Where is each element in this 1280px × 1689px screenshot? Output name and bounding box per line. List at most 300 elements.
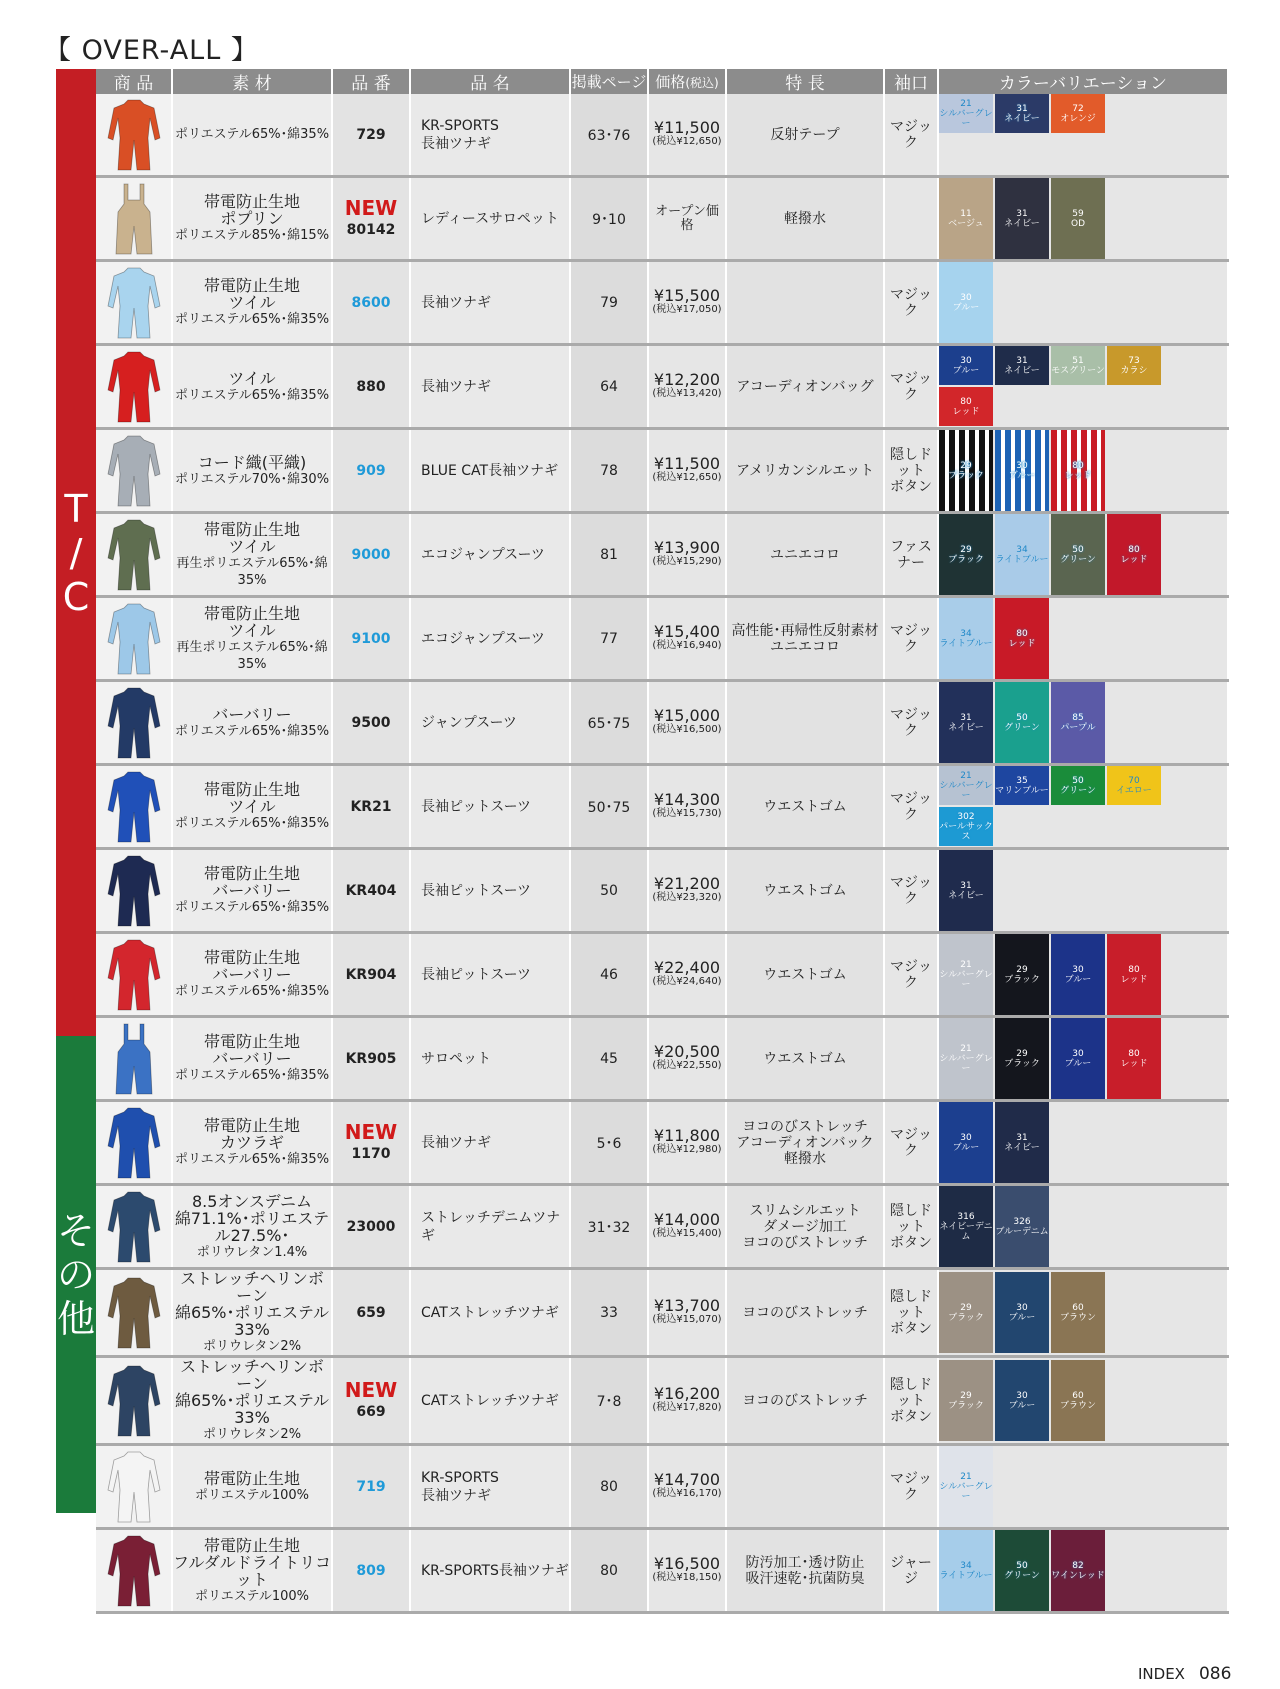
header-product: 商 品 (96, 69, 172, 94)
product-image-cell[interactable] (96, 1185, 172, 1269)
product-code: 880 (356, 378, 386, 395)
color-number: 30 (1016, 460, 1028, 471)
product-code-cell[interactable] (332, 1185, 410, 1269)
product-name-cell (410, 1445, 570, 1529)
product-name-cell (410, 94, 570, 177)
catalog-pages: 77 (600, 630, 618, 647)
color-number: 30 (1016, 1390, 1028, 1401)
cuff-line: マジック (890, 370, 932, 403)
features-cell (726, 681, 884, 765)
features-cell (726, 933, 884, 1017)
color-swatch[interactable] (1051, 346, 1105, 385)
color-number: 31 (1016, 103, 1028, 114)
price-tax-included: (税込¥15,730) (652, 807, 722, 819)
group-label-char: / (69, 530, 83, 575)
header-code: 品 番 (332, 69, 410, 94)
catalog-pages: 5･6 (596, 1135, 622, 1152)
product-name-cell (410, 177, 570, 261)
color-swatch[interactable] (939, 1102, 993, 1183)
color-swatch[interactable] (1051, 1018, 1105, 1099)
catalog-pages-cell (570, 681, 648, 765)
color-swatch[interactable] (995, 514, 1049, 595)
color-label: ブルー (952, 302, 980, 313)
color-variations-cell (938, 933, 1228, 1017)
material-line: バーバリー (212, 965, 292, 984)
product-code-cell[interactable] (332, 94, 410, 177)
price-cell (648, 765, 726, 849)
features-cell (726, 261, 884, 345)
material-line: ポリエステル85%･綿15% (174, 228, 330, 243)
product-image-cell[interactable] (96, 429, 172, 513)
color-number: 50 (1072, 544, 1084, 555)
coverall-garment-image (106, 1450, 162, 1524)
product-code: 23000 (346, 1218, 396, 1235)
product-code: 9500 (351, 714, 391, 731)
color-label: レッド (1008, 638, 1036, 649)
color-swatch[interactable] (1051, 766, 1105, 805)
color-label: ブルーデニム (995, 1226, 1049, 1237)
product-name-cell (410, 1529, 570, 1613)
product-name-cell (410, 261, 570, 345)
color-variations-cell (938, 261, 1228, 345)
header-cuff: 袖口 (884, 69, 938, 94)
color-label: ネイビー (1004, 113, 1040, 124)
cuff-cell (884, 1017, 938, 1101)
coverall-garment-image (106, 1190, 162, 1264)
material-line: ポリエステル65%･綿35% (174, 1152, 330, 1167)
product-image-cell[interactable] (96, 513, 172, 597)
catalog-pages-cell (570, 1357, 648, 1445)
color-label: ブラウン (1059, 1400, 1096, 1411)
features-cell (726, 94, 884, 177)
material-line: 帯電防止生地 (203, 276, 300, 295)
color-swatch[interactable] (939, 598, 993, 679)
color-label: ネイビー (948, 722, 984, 733)
price-tax-included: (税込¥16,170) (652, 1487, 722, 1499)
material-cell (172, 1529, 332, 1613)
price-cell (648, 1185, 726, 1269)
cuff-line: マジック (890, 874, 932, 907)
product-code-cell[interactable] (332, 1529, 410, 1613)
catalog-pages-cell (570, 933, 648, 1017)
material-line: 綿65%･ポリエステル33% (174, 1391, 330, 1427)
color-number: 31 (1016, 208, 1028, 219)
color-swatch[interactable] (939, 850, 993, 931)
product-name-line: BLUE CAT長袖ツナギ (421, 462, 559, 479)
color-variations-cell (938, 765, 1228, 849)
product-code: 80142 (346, 221, 396, 238)
product-code: 669 (356, 1403, 386, 1420)
color-swatch[interactable] (939, 94, 993, 133)
color-number: 29 (1016, 964, 1028, 975)
cuff-line: ボタン (890, 478, 932, 495)
product-image-cell[interactable] (96, 94, 172, 177)
catalog-pages: 64 (600, 378, 618, 395)
color-swatch[interactable] (939, 766, 993, 805)
material-cell (172, 1269, 332, 1357)
color-swatch[interactable] (995, 682, 1049, 763)
product-code: KR404 (345, 882, 397, 899)
cuff-cell (884, 345, 938, 429)
price: ¥21,200 (653, 873, 721, 893)
price-cell (648, 597, 726, 681)
price: ¥16,200 (653, 1383, 721, 1403)
material-cell (172, 681, 332, 765)
product-image-cell[interactable] (96, 765, 172, 849)
color-swatch[interactable] (1051, 1360, 1105, 1441)
product-code: 659 (356, 1304, 386, 1321)
color-label: マリンブルー (995, 785, 1049, 796)
material-line: 綿65%･ポリエステル33% (174, 1303, 330, 1339)
color-label: ブラック (948, 470, 984, 481)
color-swatch[interactable] (995, 178, 1049, 259)
feature-line: アメリカンシルエット (735, 462, 875, 479)
price: ¥13,900 (653, 537, 721, 557)
product-name-cell (410, 1017, 570, 1101)
material-line: ポリエステル100% (195, 1487, 309, 1503)
coverall-garment-image (106, 1106, 162, 1180)
price-tax-included: (税込¥18,150) (652, 1571, 722, 1583)
cuff-line: ボタン (890, 1408, 932, 1425)
color-swatch[interactable] (939, 1272, 993, 1353)
color-swatch[interactable] (1051, 94, 1105, 133)
product-image-cell[interactable] (96, 681, 172, 765)
color-label: ベージュ (948, 218, 984, 229)
coverall-garment-image (106, 770, 162, 844)
product-name-line: ストレッチデニムツナギ (421, 1209, 561, 1244)
footer-index-link[interactable]: INDEX (1138, 1665, 1185, 1683)
material-line: 帯電防止生地 (203, 948, 300, 967)
product-code-cell[interactable] (332, 1017, 410, 1101)
color-swatch[interactable] (939, 682, 993, 763)
product-code-cell[interactable] (332, 933, 410, 1017)
product-code: 9000 (351, 546, 391, 563)
color-label: ブラック (948, 1400, 984, 1411)
color-swatch[interactable] (1107, 514, 1161, 595)
product-name-line: 長袖ピットスーツ (421, 798, 532, 815)
price-cell (648, 94, 726, 177)
material-cell (172, 1101, 332, 1185)
product-code-cell[interactable] (332, 1269, 410, 1357)
product-code: 719 (356, 1478, 386, 1495)
color-swatch[interactable] (995, 1272, 1049, 1353)
material-line: 帯電防止生地 (203, 603, 300, 623)
material-cell (172, 765, 332, 849)
color-number: 29 (960, 1390, 972, 1401)
color-label: レッド (1064, 470, 1092, 481)
price-tax-included: (税込¥22,550) (652, 1059, 722, 1071)
product-code-cell[interactable] (332, 681, 410, 765)
color-swatch[interactable] (939, 1186, 993, 1267)
color-label: モスグリーン (1051, 365, 1105, 376)
product-code-cell[interactable] (332, 345, 410, 429)
cuff-line: マジック (890, 790, 932, 823)
product-code: 8600 (351, 294, 391, 311)
color-swatch[interactable] (1107, 346, 1161, 385)
cuff-cell (884, 1101, 938, 1185)
color-swatch[interactable] (995, 1186, 1049, 1267)
product-table (96, 69, 1229, 1614)
features-cell (726, 1445, 884, 1529)
product-name-line: 長袖ピットスーツ (421, 882, 532, 899)
cuff-cell (884, 849, 938, 933)
color-number: 50 (1072, 775, 1084, 786)
color-swatch[interactable] (995, 1360, 1049, 1441)
price-tax-included: (税込¥17,050) (652, 303, 722, 315)
price-tax-included: (税込¥12,650) (652, 135, 722, 147)
color-label: グリーン (1060, 554, 1096, 565)
product-image-cell[interactable] (96, 1101, 172, 1185)
color-swatch[interactable] (995, 766, 1049, 805)
color-number: 29 (960, 544, 972, 555)
price-cell (648, 1017, 726, 1101)
color-label: ネイビー (1004, 365, 1040, 376)
cuff-line: マジック (890, 622, 932, 655)
color-swatch[interactable] (995, 1530, 1049, 1611)
price: ¥20,500 (653, 1041, 721, 1061)
color-swatch[interactable] (995, 1102, 1049, 1183)
table-row (96, 345, 1228, 429)
group-label-char: 他 (56, 1296, 95, 1341)
color-swatch[interactable] (995, 346, 1049, 385)
product-code: 1170 (351, 1145, 391, 1162)
color-swatch[interactable] (1051, 934, 1105, 1015)
feature-line: ウエストゴム (763, 1050, 847, 1067)
price-tax-included: (税込¥24,640) (652, 975, 722, 987)
price: オープン価格 (655, 203, 719, 233)
features-cell (726, 1185, 884, 1269)
product-image-cell[interactable] (96, 1529, 172, 1613)
product-image-cell[interactable] (96, 849, 172, 933)
product-image-cell[interactable] (96, 1357, 172, 1445)
color-swatch[interactable] (995, 598, 1049, 679)
new-badge: NEW (344, 195, 398, 220)
product-image-cell[interactable] (96, 597, 172, 681)
product-code-cell[interactable] (332, 513, 410, 597)
catalog-pages-cell (570, 1185, 648, 1269)
color-label: レッド (1120, 554, 1148, 565)
header-pages: 掲載ページ (570, 69, 648, 94)
color-variations-cell (938, 177, 1228, 261)
color-swatch[interactable] (1107, 934, 1161, 1015)
product-code: 909 (356, 462, 386, 479)
cuff-cell (884, 681, 938, 765)
product-image-cell[interactable] (96, 1445, 172, 1529)
color-swatch[interactable] (1051, 682, 1105, 763)
cuff-line: マジック (890, 706, 932, 739)
cuff-cell (884, 1357, 938, 1445)
table-row (96, 1357, 1228, 1445)
color-number: 34 (1016, 544, 1028, 555)
features-cell (726, 177, 884, 261)
coverall-garment-image (106, 854, 162, 928)
feature-line: ユニエコロ (770, 546, 840, 563)
product-name-line: KR-SPORTS (421, 117, 499, 134)
price-tax-included: (税込¥15,070) (652, 1313, 722, 1325)
product-code-cell[interactable] (332, 1357, 410, 1445)
color-swatch[interactable] (939, 262, 993, 343)
price: ¥14,300 (653, 789, 721, 809)
price-cell (648, 177, 726, 261)
feature-line: ウエストゴム (763, 882, 847, 899)
product-code: 9100 (351, 630, 391, 647)
product-name-cell (410, 345, 570, 429)
color-number: 60 (1072, 1390, 1084, 1401)
page-footer (1138, 1664, 1231, 1684)
color-swatch[interactable] (939, 514, 993, 595)
overall-garment-image (106, 182, 162, 256)
price: ¥15,500 (653, 285, 721, 305)
overall-garment-image (106, 1022, 162, 1096)
feature-line: ダメージ加工 (763, 1218, 847, 1235)
product-name-cell (410, 849, 570, 933)
feature-line: ヨコのびストレッチ (742, 1118, 868, 1135)
product-image-cell[interactable] (96, 1017, 172, 1101)
material-line: ポリエステル65%･綿35% (174, 900, 330, 915)
catalog-pages-cell (570, 1101, 648, 1185)
color-number: 30 (1016, 1302, 1028, 1313)
color-swatch[interactable] (1051, 430, 1105, 511)
color-swatch[interactable] (1107, 1018, 1161, 1099)
product-code-cell[interactable] (332, 1101, 410, 1185)
color-swatch[interactable] (1051, 1272, 1105, 1353)
features-cell (726, 1357, 884, 1445)
product-image-cell[interactable] (96, 1269, 172, 1357)
catalog-pages-cell (570, 1269, 648, 1357)
color-swatch[interactable] (939, 346, 993, 385)
price-cell (648, 933, 726, 1017)
product-name-cell (410, 933, 570, 1017)
product-name-line: CATストレッチツナギ (421, 1392, 559, 1409)
price: ¥11,500 (653, 453, 721, 473)
material-line: バーバリー (212, 704, 292, 724)
group-label-char: C (62, 574, 90, 619)
color-variations-cell (938, 597, 1228, 681)
feature-line: ユニエコロ (770, 638, 840, 655)
material-cell (172, 345, 332, 429)
color-number: 29 (1016, 1048, 1028, 1059)
table-row (96, 1101, 1228, 1185)
color-label: ライトブルー (939, 1570, 993, 1581)
color-number: 59 (1072, 208, 1084, 219)
color-swatch[interactable] (939, 934, 993, 1015)
color-swatch[interactable] (939, 1446, 993, 1527)
color-swatch[interactable] (939, 178, 993, 259)
product-code-cell[interactable] (332, 849, 410, 933)
product-name-cell (410, 1269, 570, 1357)
color-number: 21 (960, 770, 972, 781)
product-code-cell[interactable] (332, 261, 410, 345)
color-swatch[interactable] (995, 94, 1049, 133)
color-label: ブルー (952, 1142, 980, 1153)
color-label: ブラック (948, 1312, 984, 1323)
material-cell (172, 429, 332, 513)
material-line: 綿71.1%･ポリエステル27.5%･ (174, 1208, 330, 1245)
color-swatch[interactable] (939, 387, 993, 426)
product-code-cell[interactable] (332, 429, 410, 513)
catalog-pages: 81 (600, 546, 618, 563)
color-swatch[interactable] (939, 1018, 993, 1099)
features-cell (726, 1017, 884, 1101)
material-line: 帯電防止生地 (203, 780, 300, 799)
table-row (96, 933, 1228, 1017)
material-line: ツイル (228, 797, 276, 816)
features-cell (726, 1529, 884, 1613)
color-swatch[interactable] (995, 934, 1049, 1015)
product-image-cell[interactable] (96, 261, 172, 345)
color-swatch[interactable] (939, 1360, 993, 1441)
color-swatch[interactable] (995, 430, 1049, 511)
color-swatch[interactable] (939, 1530, 993, 1611)
catalog-pages: 50 (600, 882, 618, 899)
color-swatch[interactable] (939, 807, 993, 846)
color-swatch[interactable] (1051, 178, 1105, 259)
color-label: ブルー (952, 365, 980, 376)
product-name-line: CATストレッチツナギ (421, 1304, 559, 1321)
color-label: パールサックス (939, 821, 993, 842)
price-cell (648, 1445, 726, 1529)
material-line: ポリエステル65%･綿35% (174, 984, 330, 999)
feature-line: アコーディオンバッグ (736, 378, 874, 395)
features-cell (726, 513, 884, 597)
catalog-pages-cell (570, 345, 648, 429)
color-label: グリーン (1004, 1570, 1040, 1581)
cuff-line: マジック (890, 1126, 932, 1159)
feature-line: ヨコのびストレッチ (742, 1304, 868, 1321)
color-swatch[interactable] (1107, 766, 1161, 805)
feature-line: ヨコのびストレッチ (742, 1234, 868, 1251)
catalog-pages-cell (570, 261, 648, 345)
table-row (96, 177, 1228, 261)
catalog-pages-cell (570, 597, 648, 681)
product-code-cell[interactable] (332, 177, 410, 261)
color-swatch[interactable] (1051, 1530, 1105, 1611)
color-swatch[interactable] (995, 1018, 1049, 1099)
product-code-cell[interactable] (332, 597, 410, 681)
product-name-line: KR-SPORTS長袖ツナギ (421, 1562, 569, 1579)
product-image-cell[interactable] (96, 345, 172, 429)
color-number: 21 (960, 1043, 972, 1054)
price: ¥15,000 (653, 705, 721, 725)
table-row (96, 513, 1228, 597)
material-cell (172, 513, 332, 597)
color-swatch[interactable] (1051, 514, 1105, 595)
product-image-cell[interactable] (96, 177, 172, 261)
product-name-line: KR-SPORTS (421, 1469, 499, 1486)
header-features: 特 長 (726, 69, 884, 94)
price: ¥11,500 (653, 117, 721, 137)
color-label: シルバーグレー (939, 1481, 993, 1502)
feature-line: 軽撥水 (784, 1150, 826, 1167)
product-code-cell[interactable] (332, 1445, 410, 1529)
price: ¥14,000 (653, 1209, 721, 1229)
product-code-cell[interactable] (332, 765, 410, 849)
product-image-cell[interactable] (96, 933, 172, 1017)
page-title: 【 OVER-ALL 】 (44, 35, 259, 66)
feature-line: ウエストゴム (763, 798, 847, 815)
header-price-tax: (税込) (685, 76, 719, 90)
catalog-pages: 46 (600, 966, 618, 983)
material-cell (172, 1017, 332, 1101)
color-number: 31 (960, 712, 972, 723)
product-name-cell (410, 429, 570, 513)
color-number: 80 (1016, 628, 1028, 639)
header-material: 素 材 (172, 69, 332, 94)
table-row (96, 1185, 1228, 1269)
cuff-cell (884, 1529, 938, 1613)
color-label: ネイビー (1004, 1142, 1040, 1153)
color-swatch[interactable] (939, 430, 993, 511)
